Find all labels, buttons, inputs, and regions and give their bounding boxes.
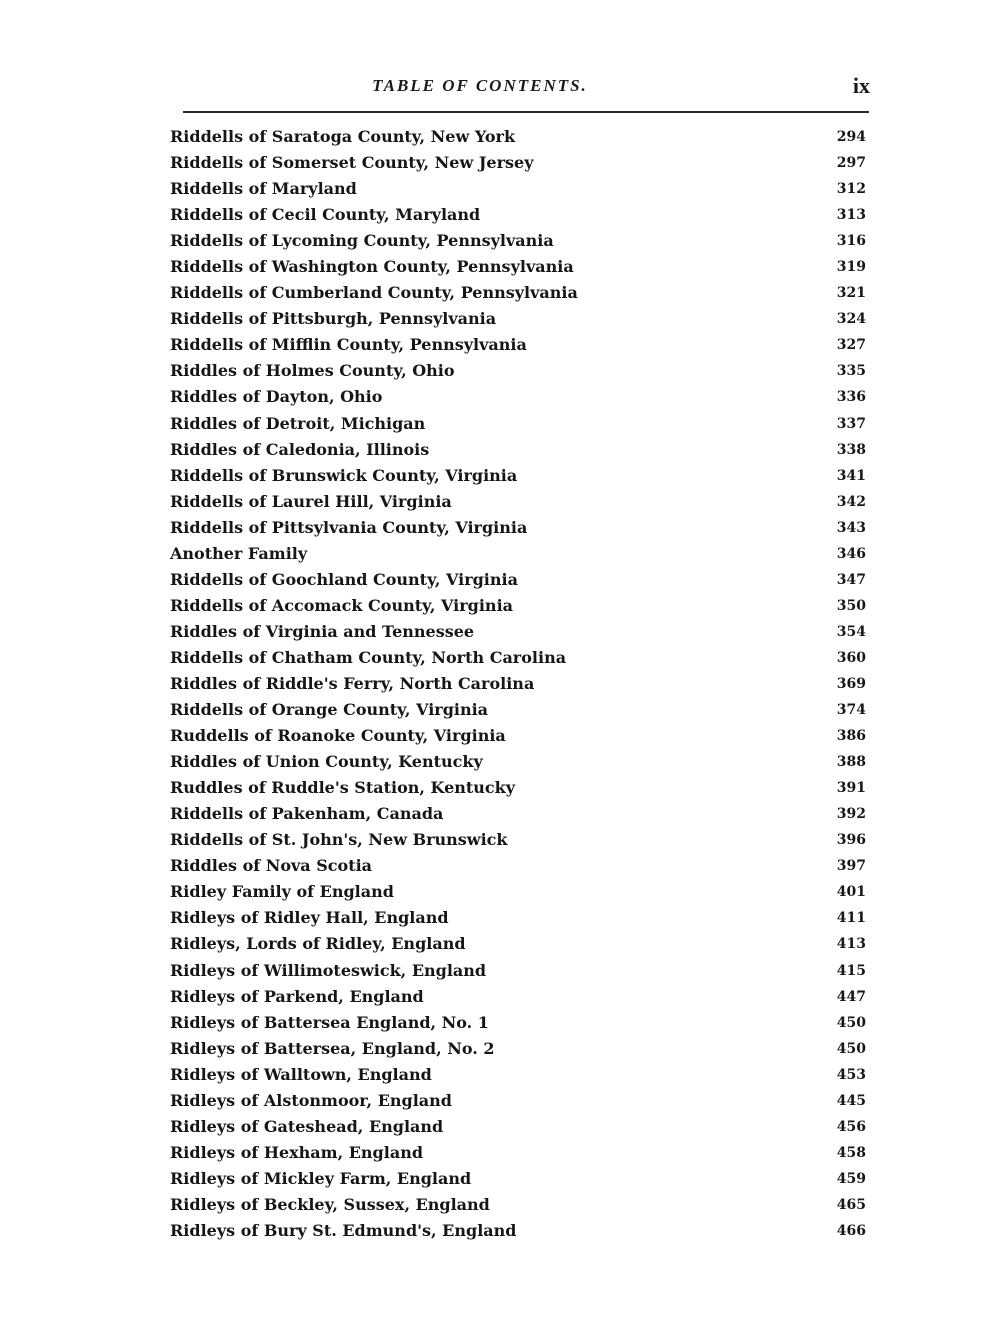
toc-entry-title: Ridleys of Alstonmoor, England bbox=[170, 1091, 456, 1110]
toc-entry-page-number: 337 bbox=[826, 411, 866, 437]
toc-entry-title: Ruddles of Ruddle's Station, Kentucky bbox=[170, 778, 519, 797]
toc-entry bbox=[170, 931, 870, 957]
toc-entry-title: Riddells of Cecil County, Maryland bbox=[170, 205, 484, 224]
toc-entry-page-number: 319 bbox=[826, 254, 866, 280]
toc-entry-title: Riddells of Brunswick County, Virginia bbox=[170, 466, 521, 485]
toc-entry-title: Ridleys of Battersea, England, No. 2 bbox=[170, 1039, 499, 1058]
toc-entry bbox=[170, 280, 870, 306]
toc-entry-title: Riddells of Lycoming County, Pennsylvania bbox=[170, 231, 558, 250]
toc-entry-title: Ridleys of Bury St. Edmund's, England bbox=[170, 1221, 520, 1240]
toc-entry-title: Riddells of Accomack County, Virginia bbox=[170, 596, 517, 615]
toc-entry-title: Riddells of Laurel Hill, Virginia bbox=[170, 492, 456, 511]
toc-entry-page-number: 336 bbox=[826, 384, 866, 410]
toc-entry-page-number: 316 bbox=[826, 228, 866, 254]
toc-entry-title: Riddles of Nova Scotia bbox=[170, 856, 376, 875]
toc-entry bbox=[170, 801, 870, 827]
toc-entry bbox=[170, 749, 870, 775]
toc-entry bbox=[170, 958, 870, 984]
toc-entry-page-number: 456 bbox=[826, 1114, 866, 1140]
toc-entry bbox=[170, 567, 870, 593]
toc-entry bbox=[170, 853, 870, 879]
toc-entry bbox=[170, 827, 870, 853]
toc-entry bbox=[170, 671, 870, 697]
toc-entry-page-number: 459 bbox=[826, 1166, 866, 1192]
toc-entry-page-number: 445 bbox=[826, 1088, 866, 1114]
toc-entry bbox=[170, 332, 870, 358]
toc-entry-page-number: 354 bbox=[826, 619, 866, 645]
toc-entry-title: Riddles of Holmes County, Ohio bbox=[170, 361, 459, 380]
toc-entry-page-number: 466 bbox=[826, 1218, 866, 1244]
toc-entry-title: Riddells of Goochland County, Virginia bbox=[170, 570, 522, 589]
toc-entry-page-number: 312 bbox=[826, 176, 866, 202]
toc-entry-page-number: 360 bbox=[826, 645, 866, 671]
toc-entry-title: Riddells of Cumberland County, Pennsylvania bbox=[170, 283, 582, 302]
toc-entry-page-number: 347 bbox=[826, 567, 866, 593]
toc-entry-page-number: 297 bbox=[826, 150, 866, 176]
toc-entry-page-number: 450 bbox=[826, 1036, 866, 1062]
toc-entry-page-number: 450 bbox=[826, 1010, 866, 1036]
toc-entry-title: Ridleys of Beckley, Sussex, England bbox=[170, 1195, 494, 1214]
toc-entry bbox=[170, 697, 870, 723]
toc-entry bbox=[170, 984, 870, 1010]
toc-entry bbox=[170, 645, 870, 671]
toc-entry-page-number: 343 bbox=[826, 515, 866, 541]
toc-entry-page-number: 453 bbox=[826, 1062, 866, 1088]
toc-entry-page-number: 321 bbox=[826, 280, 866, 306]
toc-entry bbox=[170, 176, 870, 202]
toc-entry bbox=[170, 1088, 870, 1114]
toc-entry-title: Riddles of Caledonia, Illinois bbox=[170, 440, 433, 459]
toc-entry bbox=[170, 1218, 870, 1244]
toc-entry-page-number: 386 bbox=[826, 723, 866, 749]
toc-entry-title: Ridleys of Gateshead, England bbox=[170, 1117, 447, 1136]
toc-entry-title: Riddells of Chatham County, North Carolina bbox=[170, 648, 570, 667]
toc-entry bbox=[170, 489, 870, 515]
toc-entry-title: Riddles of Riddle's Ferry, North Carolina bbox=[170, 674, 538, 693]
toc-entry-title: Riddells of Washington County, Pennsylvania bbox=[170, 257, 578, 276]
toc-entry bbox=[170, 150, 870, 176]
toc-entry-title: Riddells of Saratoga County, New York bbox=[170, 127, 519, 146]
toc-entry-page-number: 392 bbox=[826, 801, 866, 827]
toc-entry-title: Riddells of St. John's, New Brunswick bbox=[170, 830, 511, 849]
toc-entry-page-number: 338 bbox=[826, 437, 866, 463]
toc-entry-title: Ridleys of Mickley Farm, England bbox=[170, 1169, 475, 1188]
toc-entry-page-number: 327 bbox=[826, 332, 866, 358]
toc-entry bbox=[170, 619, 870, 645]
toc-entry-page-number: 341 bbox=[826, 463, 866, 489]
toc-entry-page-number: 374 bbox=[826, 697, 866, 723]
toc-entry-title: Riddells of Pakenham, Canada bbox=[170, 804, 447, 823]
toc-entry-title: Riddells of Orange County, Virginia bbox=[170, 700, 492, 719]
toc-entry-title: Riddles of Union County, Kentucky bbox=[170, 752, 487, 771]
toc-entry-title: Another Family bbox=[170, 544, 311, 563]
toc-entry-page-number: 413 bbox=[826, 931, 866, 957]
toc-entry bbox=[170, 254, 870, 280]
toc-entry-title: Riddells of Mifflin County, Pennsylvania bbox=[170, 335, 531, 354]
toc-entry-page-number: 294 bbox=[826, 124, 866, 150]
toc-entry-page-number: 342 bbox=[826, 489, 866, 515]
toc-entry-title: Riddells of Maryland bbox=[170, 179, 361, 198]
toc-entry bbox=[170, 1166, 870, 1192]
toc-entry-page-number: 415 bbox=[826, 958, 866, 984]
toc-entry bbox=[170, 723, 870, 749]
toc-entry bbox=[170, 775, 870, 801]
toc-entry bbox=[170, 437, 870, 463]
toc-entry-title: Ruddells of Roanoke County, Virginia bbox=[170, 726, 510, 745]
toc-entry-title: Riddles of Virginia and Tennessee bbox=[170, 622, 478, 641]
toc-entry-page-number: 396 bbox=[826, 827, 866, 853]
toc-entry bbox=[170, 1114, 870, 1140]
toc-entry bbox=[170, 384, 870, 410]
toc-entry-page-number: 458 bbox=[826, 1140, 866, 1166]
header-rule bbox=[183, 111, 869, 113]
page-number: ix bbox=[852, 73, 870, 98]
toc-entry bbox=[170, 1010, 870, 1036]
toc-entry-page-number: 369 bbox=[826, 671, 866, 697]
toc-entry bbox=[170, 1192, 870, 1218]
toc-entry bbox=[170, 463, 870, 489]
toc-entry-page-number: 447 bbox=[826, 984, 866, 1010]
toc-entry-page-number: 411 bbox=[826, 905, 866, 931]
toc-entry-page-number: 324 bbox=[826, 306, 866, 332]
toc-entry-page-number: 391 bbox=[826, 775, 866, 801]
toc-entry bbox=[170, 515, 870, 541]
toc-entry-title: Riddells of Pittsylvania County, Virginia bbox=[170, 518, 531, 537]
toc-entry bbox=[170, 306, 870, 332]
toc-entry bbox=[170, 411, 870, 437]
toc-entry-title: Riddells of Pittsburgh, Pennsylvania bbox=[170, 309, 500, 328]
toc-entry bbox=[170, 879, 870, 905]
toc-entry-title: Ridleys of Ridley Hall, England bbox=[170, 908, 453, 927]
toc-entry bbox=[170, 593, 870, 619]
toc-entry bbox=[170, 358, 870, 384]
toc-entry-page-number: 346 bbox=[826, 541, 866, 567]
toc-entry bbox=[170, 905, 870, 931]
toc-entry bbox=[170, 1036, 870, 1062]
toc-entry-title: Ridleys of Hexham, England bbox=[170, 1143, 427, 1162]
toc-entry-page-number: 350 bbox=[826, 593, 866, 619]
toc-entry-page-number: 465 bbox=[826, 1192, 866, 1218]
toc-entry bbox=[170, 124, 870, 150]
toc-entry bbox=[170, 228, 870, 254]
toc-entry-title: Riddles of Detroit, Michigan bbox=[170, 414, 429, 433]
toc-entry-title: Ridleys of Battersea England, No. 1 bbox=[170, 1013, 493, 1032]
toc-entry-title: Ridleys, Lords of Ridley, England bbox=[170, 934, 470, 953]
toc-entry-page-number: 401 bbox=[826, 879, 866, 905]
toc-entry-page-number: 397 bbox=[826, 853, 866, 879]
toc-entry bbox=[170, 1062, 870, 1088]
toc-entry bbox=[170, 202, 870, 228]
toc-entry-page-number: 388 bbox=[826, 749, 866, 775]
running-header-title: TABLE OF CONTENTS. bbox=[372, 76, 588, 95]
toc-entry-title: Ridley Family of England bbox=[170, 882, 398, 901]
toc-entry-title: Ridleys of Parkend, England bbox=[170, 987, 428, 1006]
toc-entry bbox=[170, 1140, 870, 1166]
table-of-contents-list bbox=[170, 124, 870, 1244]
toc-entry-title: Riddles of Dayton, Ohio bbox=[170, 387, 386, 406]
toc-entry-title: Ridleys of Walltown, England bbox=[170, 1065, 436, 1084]
toc-entry-page-number: 335 bbox=[826, 358, 866, 384]
toc-entry-title: Ridleys of Willimoteswick, England bbox=[170, 961, 490, 980]
toc-entry-page-number: 313 bbox=[826, 202, 866, 228]
toc-entry bbox=[170, 541, 870, 567]
toc-entry-title: Riddells of Somerset County, New Jersey bbox=[170, 153, 537, 172]
